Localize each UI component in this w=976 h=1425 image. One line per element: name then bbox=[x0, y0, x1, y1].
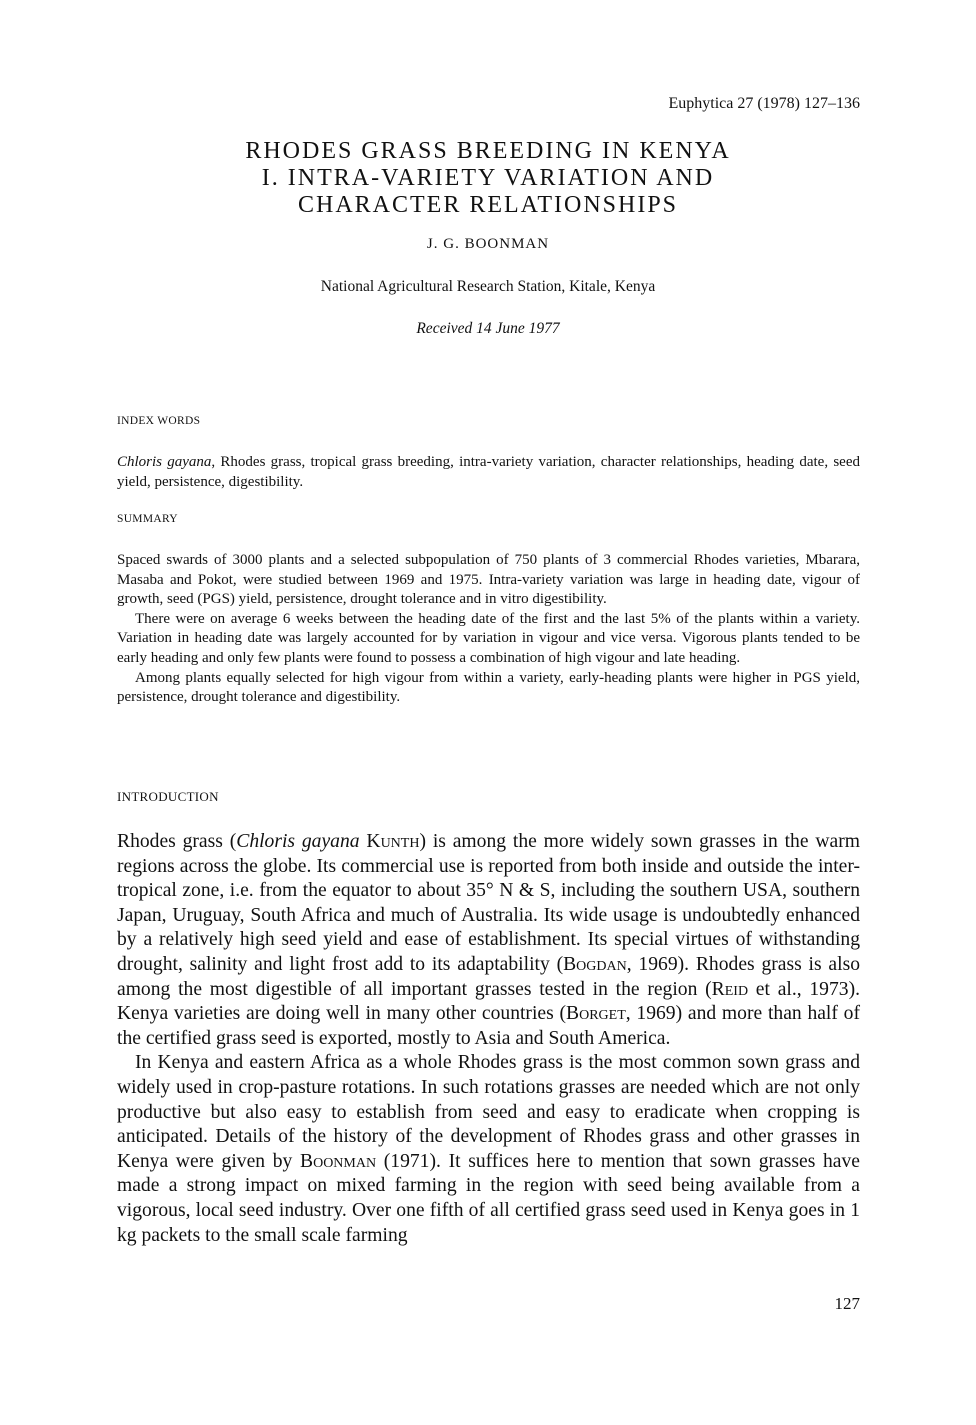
summary-paragraph: Spaced swards of 3000 plants and a selected subpopulation of 750 plants of 3 commercial Rhodes varieties, Mbarara, Masaba and Pokot, were studied between 1969 and 1975. Intra-variety variation was large in heading date, vigour of growth, seed (PGS) yield, persistence, drought tolerance and in vitro digestibility. bbox=[117, 552, 860, 608]
text: et al., 1973). Kenya varieties are doing well in many other countries ( bbox=[117, 978, 860, 1025]
citation-author: Kunth bbox=[366, 831, 420, 852]
text: Rhodes grass ( bbox=[117, 831, 237, 852]
text: , 1969) and more than half of the certified grass seed is exported, mostly to Asia and South America. bbox=[117, 1003, 860, 1049]
introduction-body bbox=[117, 830, 860, 1248]
text: ) is among the more widely sown grasses in the warm regions across the globe. Its commercial use is reported from both inside and outside the inter-tropical zone, i.e. from the equator to about 35° N & S, including the southern USA, southern Japan, Uruguay, South Africa and much of Australia. Its wide usage is undoubtedly enhanced by a relatively high seed yield and ease of establishment. Its special virtues of withstanding drought, salinity and light frost add to its adaptability ( bbox=[117, 831, 861, 975]
summary-paragraph: There were on average 6 weeks between the heading date of the first and the last 5% of the plants within a variety. Variation in heading date was largely accounted for by variation in vigour and vice versa. Vigorous plants tended to be early heading and only few plants were found to possess a combination of high vigour and late heading. bbox=[117, 610, 860, 666]
summary-heading: SUMMARY bbox=[117, 513, 178, 525]
citation-author: Bogdan bbox=[563, 953, 627, 975]
text: (1971). It suffices here to mention that sown grasses have made a strong impact on mixed farming in the region with seed being available from a vigorous, local seed industry. Over one fifth of all certified grass seed used in Kenya goes in 1 kg packets to the small scale farming bbox=[117, 1150, 860, 1246]
text: , 1969). Rhodes grass is also among the most digestible of all important grasses tested in the region ( bbox=[117, 953, 860, 1000]
summary bbox=[117, 551, 860, 708]
text: In Kenya and eastern Africa as a whole Rhodes grass is the most common sown grass and widely used in crop-pasture rotations. In such rotations grasses are needed which are not only productive but also easy to establish from seed and easy to eradicate when cropping is anticipated. Details of the history of the development of Rhodes grass and other grasses in Kenya were given by bbox=[117, 1052, 860, 1172]
title-line: RHODES GRASS BREEDING IN KENYA bbox=[245, 138, 731, 164]
title-line: CHARACTER RELATIONSHIPS bbox=[297, 192, 679, 218]
index-words bbox=[117, 453, 860, 492]
affiliation: National Agricultural Research Station, Kitale, Kenya bbox=[320, 278, 656, 295]
journal-reference: Euphytica 27 (1978) 127–136 bbox=[668, 95, 860, 112]
introduction-heading: INTRODUCTION bbox=[117, 789, 219, 804]
intro-paragraph bbox=[117, 1051, 860, 1248]
received-date: Received 14 June 1977 bbox=[416, 320, 560, 337]
index-words-heading: INDEX WORDS bbox=[117, 415, 201, 427]
intro-paragraph bbox=[117, 830, 860, 1051]
author: J. G. BOONMAN bbox=[426, 236, 550, 252]
page-number: 127 bbox=[834, 1294, 860, 1313]
paper-title bbox=[0, 138, 976, 219]
citation-author: Reid bbox=[711, 978, 749, 1000]
citation-author: Boonman bbox=[300, 1150, 377, 1172]
summary-paragraph: Among plants equally selected for high vigour from within a variety, early-heading plants were higher in PGS yield, persistence, drought tolerance and digestibility. bbox=[117, 669, 860, 706]
citation-author: Borget bbox=[566, 1003, 626, 1025]
species-name: Chloris gayana bbox=[117, 454, 212, 470]
title-line: I. INTRA-VARIETY VARIATION AND bbox=[261, 165, 715, 191]
index-words-text: , Rhodes grass, tropical grass breeding, intra-variety variation, character relationships, heading date, seed yield, persistence, digestibility. bbox=[117, 454, 860, 490]
species-name: Chloris gayana bbox=[236, 831, 360, 852]
